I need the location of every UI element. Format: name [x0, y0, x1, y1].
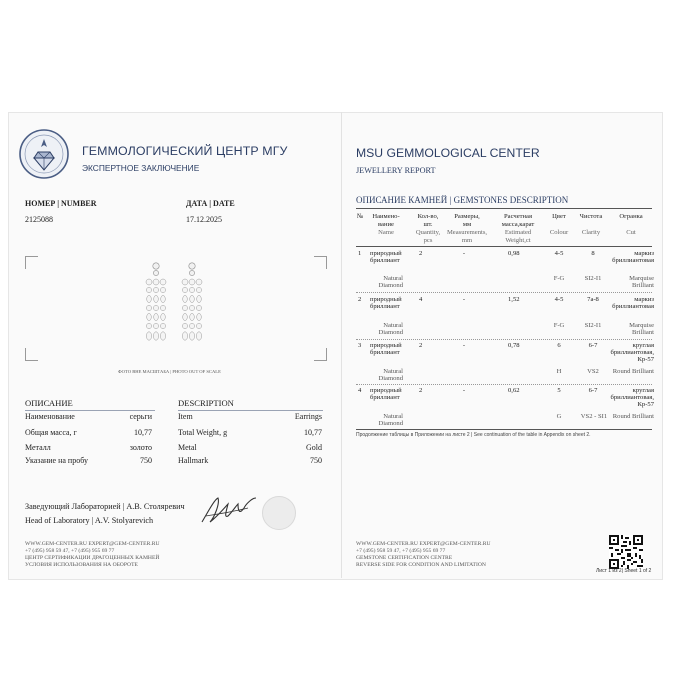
row-divider — [356, 384, 652, 385]
cell-name: бриллиант — [370, 303, 400, 310]
cell-name: бриллиант — [370, 257, 400, 264]
cell-clarity: 6-7 — [588, 342, 598, 349]
col-header-weight: масса,карат — [501, 221, 535, 228]
col-header-cut-en: Cut — [626, 229, 636, 236]
cell-cut: круглая — [632, 342, 654, 349]
cell-colour: 4-5 — [554, 296, 564, 303]
desc-row-value: серьги — [129, 412, 152, 421]
cell-cut-en: Marquise — [629, 322, 654, 329]
desc-row-label: Металл — [25, 443, 51, 452]
cell-clarity-en: VS2 - SI1 — [580, 413, 608, 420]
col-header-size-en: mm — [461, 237, 473, 244]
cell-cut-en: Round Brilliant — [612, 368, 654, 375]
description-title-ru: ОПИСАНИЕ — [25, 398, 73, 408]
cell-colour-en: H — [556, 368, 562, 375]
footer-line: УСЛОВИЯ ИСПОЛЬЗОВАНИЯ НА ОБОРОТЕ — [25, 562, 138, 568]
col-header-num: № — [357, 213, 364, 220]
desc-row-value: 10,77 — [304, 428, 322, 437]
number-label: НОМЕР | NUMBER — [25, 199, 97, 208]
cell-weight: 0,98 — [508, 250, 520, 257]
footer-line: +7 (495) 958 59 47, +7 (495) 955 69 77 — [25, 548, 115, 554]
desc-row-value: золото — [129, 443, 152, 452]
cell-name: природный — [370, 342, 402, 349]
col-header-name: вание — [378, 221, 394, 228]
cell-name-en: Natural — [383, 368, 403, 375]
cell-num: 4 — [358, 387, 362, 394]
row-divider — [356, 339, 652, 340]
cell-num: 1 — [358, 250, 362, 257]
cell-name: бриллиант — [370, 349, 400, 356]
center-name-ru: ГЕММОЛОГИЧЕСКИЙ ЦЕНТР МГУ — [82, 144, 288, 158]
cell-name-en: Diamond — [378, 420, 403, 427]
cell-name: природный — [370, 387, 402, 394]
col-header-name: Наимено- — [372, 213, 400, 220]
cell-colour: 4-5 — [554, 250, 564, 257]
desc-row-value: Earrings — [294, 412, 322, 421]
continuation-note: Продолжение таблицы в Приложении на листе 2 | See continuation of the table in Appendix on sheet 2. — [356, 432, 591, 438]
cell-cut: бриллиантовая, — [610, 349, 654, 356]
col-header-qty-en: pcs — [423, 237, 433, 244]
cell-cut-en: Round Brilliant — [612, 413, 654, 420]
cell-name-en: Natural — [383, 275, 403, 282]
head-of-lab-ru: Заведующий Лабораторией | А.В. Столяревич — [25, 502, 185, 511]
cell-size: - — [462, 342, 466, 349]
cell-cut: бриллиантовая, — [610, 394, 654, 401]
cell-name-en: Natural — [383, 413, 403, 420]
cell-clarity: 7а-8 — [587, 296, 599, 303]
col-header-colour: Цвет — [552, 213, 566, 220]
cell-cut-en: Brilliant — [632, 329, 654, 336]
description-title-en: DESCRIPTION — [178, 398, 234, 408]
col-header-size: мм — [462, 221, 472, 228]
cell-name-en: Natural — [383, 322, 403, 329]
report-subtitle-en: JEWELLERY REPORT — [356, 166, 436, 175]
cell-weight: 1,52 — [508, 296, 520, 303]
cell-cut: маркиз — [634, 250, 654, 257]
hologram-seal — [262, 496, 296, 530]
cell-qty: 2 — [419, 342, 423, 349]
cell-size: - — [462, 387, 466, 394]
earrings-photo — [136, 260, 212, 346]
cell-clarity: 6-7 — [588, 387, 598, 394]
center-name-en: MSU GEMMOLOGICAL CENTER — [356, 146, 540, 160]
col-header-clarity-en: Clarity — [581, 229, 601, 236]
desc-row-value: 750 — [140, 456, 152, 465]
cell-colour-en: G — [556, 413, 562, 420]
col-header-size: Размеры, — [454, 213, 480, 220]
cell-cut: Кр-57 — [637, 401, 654, 408]
col-header-weight-en: Estimated — [504, 229, 532, 236]
cell-cut: маркиз — [634, 296, 654, 303]
photo-frame-corner — [25, 256, 38, 269]
desc-row-label: Указание на пробу — [25, 456, 88, 465]
footer-line: GEMSTONE CERTIFICATION CENTRE — [356, 555, 453, 561]
table-divider — [356, 429, 652, 430]
cell-name-en: Diamond — [378, 375, 403, 382]
signature-image — [198, 492, 262, 528]
cell-clarity-en: VS2 — [587, 368, 599, 375]
cell-size: - — [462, 250, 466, 257]
col-header-qty: Кол-во, — [417, 213, 439, 220]
gemstones-section-title: ОПИСАНИЕ КАМНЕЙ | GEMSTONES DESCRIPTION — [356, 195, 569, 205]
desc-row-value: 750 — [310, 456, 322, 465]
cell-cut: Кр-57 — [637, 356, 654, 363]
sheet-number: Лист 1 из 2| Sheet 1 of 2 — [596, 568, 652, 574]
cell-num: 2 — [358, 296, 362, 303]
col-header-colour-en: Colour — [549, 229, 569, 236]
footer-line: WWW.GEM-CENTER.RU EXPERT@GEM-CENTER.RU — [25, 541, 160, 547]
photo-frame-corner — [25, 348, 38, 361]
desc-row-label: Total Weight, g — [178, 428, 228, 437]
cell-qty: 2 — [419, 387, 423, 394]
qr-code — [609, 535, 643, 569]
desc-row-value: Gold — [306, 443, 322, 452]
cell-clarity-en: SI2-I1 — [584, 322, 602, 329]
cell-cut: бриллиантовая — [612, 257, 654, 264]
desc-row-label: Metal — [178, 443, 197, 452]
cell-name-en: Diamond — [378, 329, 403, 336]
cell-colour: 5 — [557, 387, 561, 394]
msu-logo — [18, 128, 70, 180]
cell-name: природный — [370, 296, 402, 303]
desc-row-label: Наименование — [25, 412, 75, 421]
col-header-name-en: Name — [378, 229, 394, 236]
photo-frame-corner — [314, 348, 327, 361]
cell-cut-en: Marquise — [629, 275, 654, 282]
desc-row-value: 10,77 — [134, 428, 152, 437]
col-header-qty-en: Quantity, — [415, 229, 441, 236]
col-header-qty: шт. — [423, 221, 433, 228]
cell-clarity-en: SI2-I1 — [584, 275, 602, 282]
cell-colour-en: F-G — [553, 322, 565, 329]
col-header-cut: Огранка — [619, 213, 643, 220]
cell-name-en: Diamond — [378, 282, 403, 289]
desc-row-label: Hallmark — [178, 456, 209, 465]
cell-colour: 6 — [557, 342, 561, 349]
divider — [25, 410, 155, 411]
cell-clarity: 8 — [591, 250, 595, 257]
col-header-clarity: Чистота — [579, 213, 603, 220]
cell-weight: 0,62 — [508, 387, 520, 394]
footer-line: REVERSE SIDE FOR CONDITION AND LIMITATION — [356, 562, 486, 568]
cell-name: бриллиант — [370, 394, 400, 401]
photo-caption: ФОТО ВНЕ МАСШТАБА | PHOTO OUT OF SCALE — [118, 369, 221, 374]
head-of-lab-en: Head of Laboratory | A.V. Stolyarevich — [25, 516, 154, 525]
footer-line: ЦЕНТР СЕРТИФИКАЦИИ ДРАГОЦЕННЫХ КАМНЕЙ — [25, 555, 160, 561]
cell-cut: круглая — [632, 387, 654, 394]
row-divider — [356, 292, 652, 293]
footer-line: WWW.GEM-CENTER.RU EXPERT@GEM-CENTER.RU — [356, 541, 491, 547]
col-header-weight: Расчетная — [503, 213, 532, 220]
table-divider — [356, 246, 652, 247]
desc-row-label: Общая масса, г — [25, 428, 77, 437]
report-number: 2125088 — [25, 215, 53, 224]
photo-frame-corner — [314, 256, 327, 269]
divider — [356, 208, 652, 209]
cell-cut-en: Brilliant — [632, 282, 654, 289]
cell-name: природный — [370, 250, 402, 257]
cell-num: 3 — [358, 342, 362, 349]
report-date: 17.12.2025 — [186, 215, 222, 224]
divider — [178, 410, 323, 411]
cell-colour-en: F-G — [553, 275, 565, 282]
cell-size: - — [462, 296, 466, 303]
cell-qty: 2 — [419, 250, 423, 257]
center-fold — [341, 112, 342, 578]
cell-weight: 0,78 — [508, 342, 520, 349]
report-subtitle-ru: ЭКСПЕРТНОЕ ЗАКЛЮЧЕНИЕ — [82, 163, 200, 173]
date-label: ДАТА | DATE — [186, 199, 235, 208]
desc-row-label: Item — [178, 412, 193, 421]
cell-cut: бриллиантовая — [612, 303, 654, 310]
col-header-weight-en: Weight,ct — [505, 237, 531, 244]
cell-qty: 4 — [419, 296, 423, 303]
footer-line: +7 (495) 958 59 47, +7 (495) 955 69 77 — [356, 548, 446, 554]
col-header-size-en: Measurements, — [446, 229, 488, 236]
